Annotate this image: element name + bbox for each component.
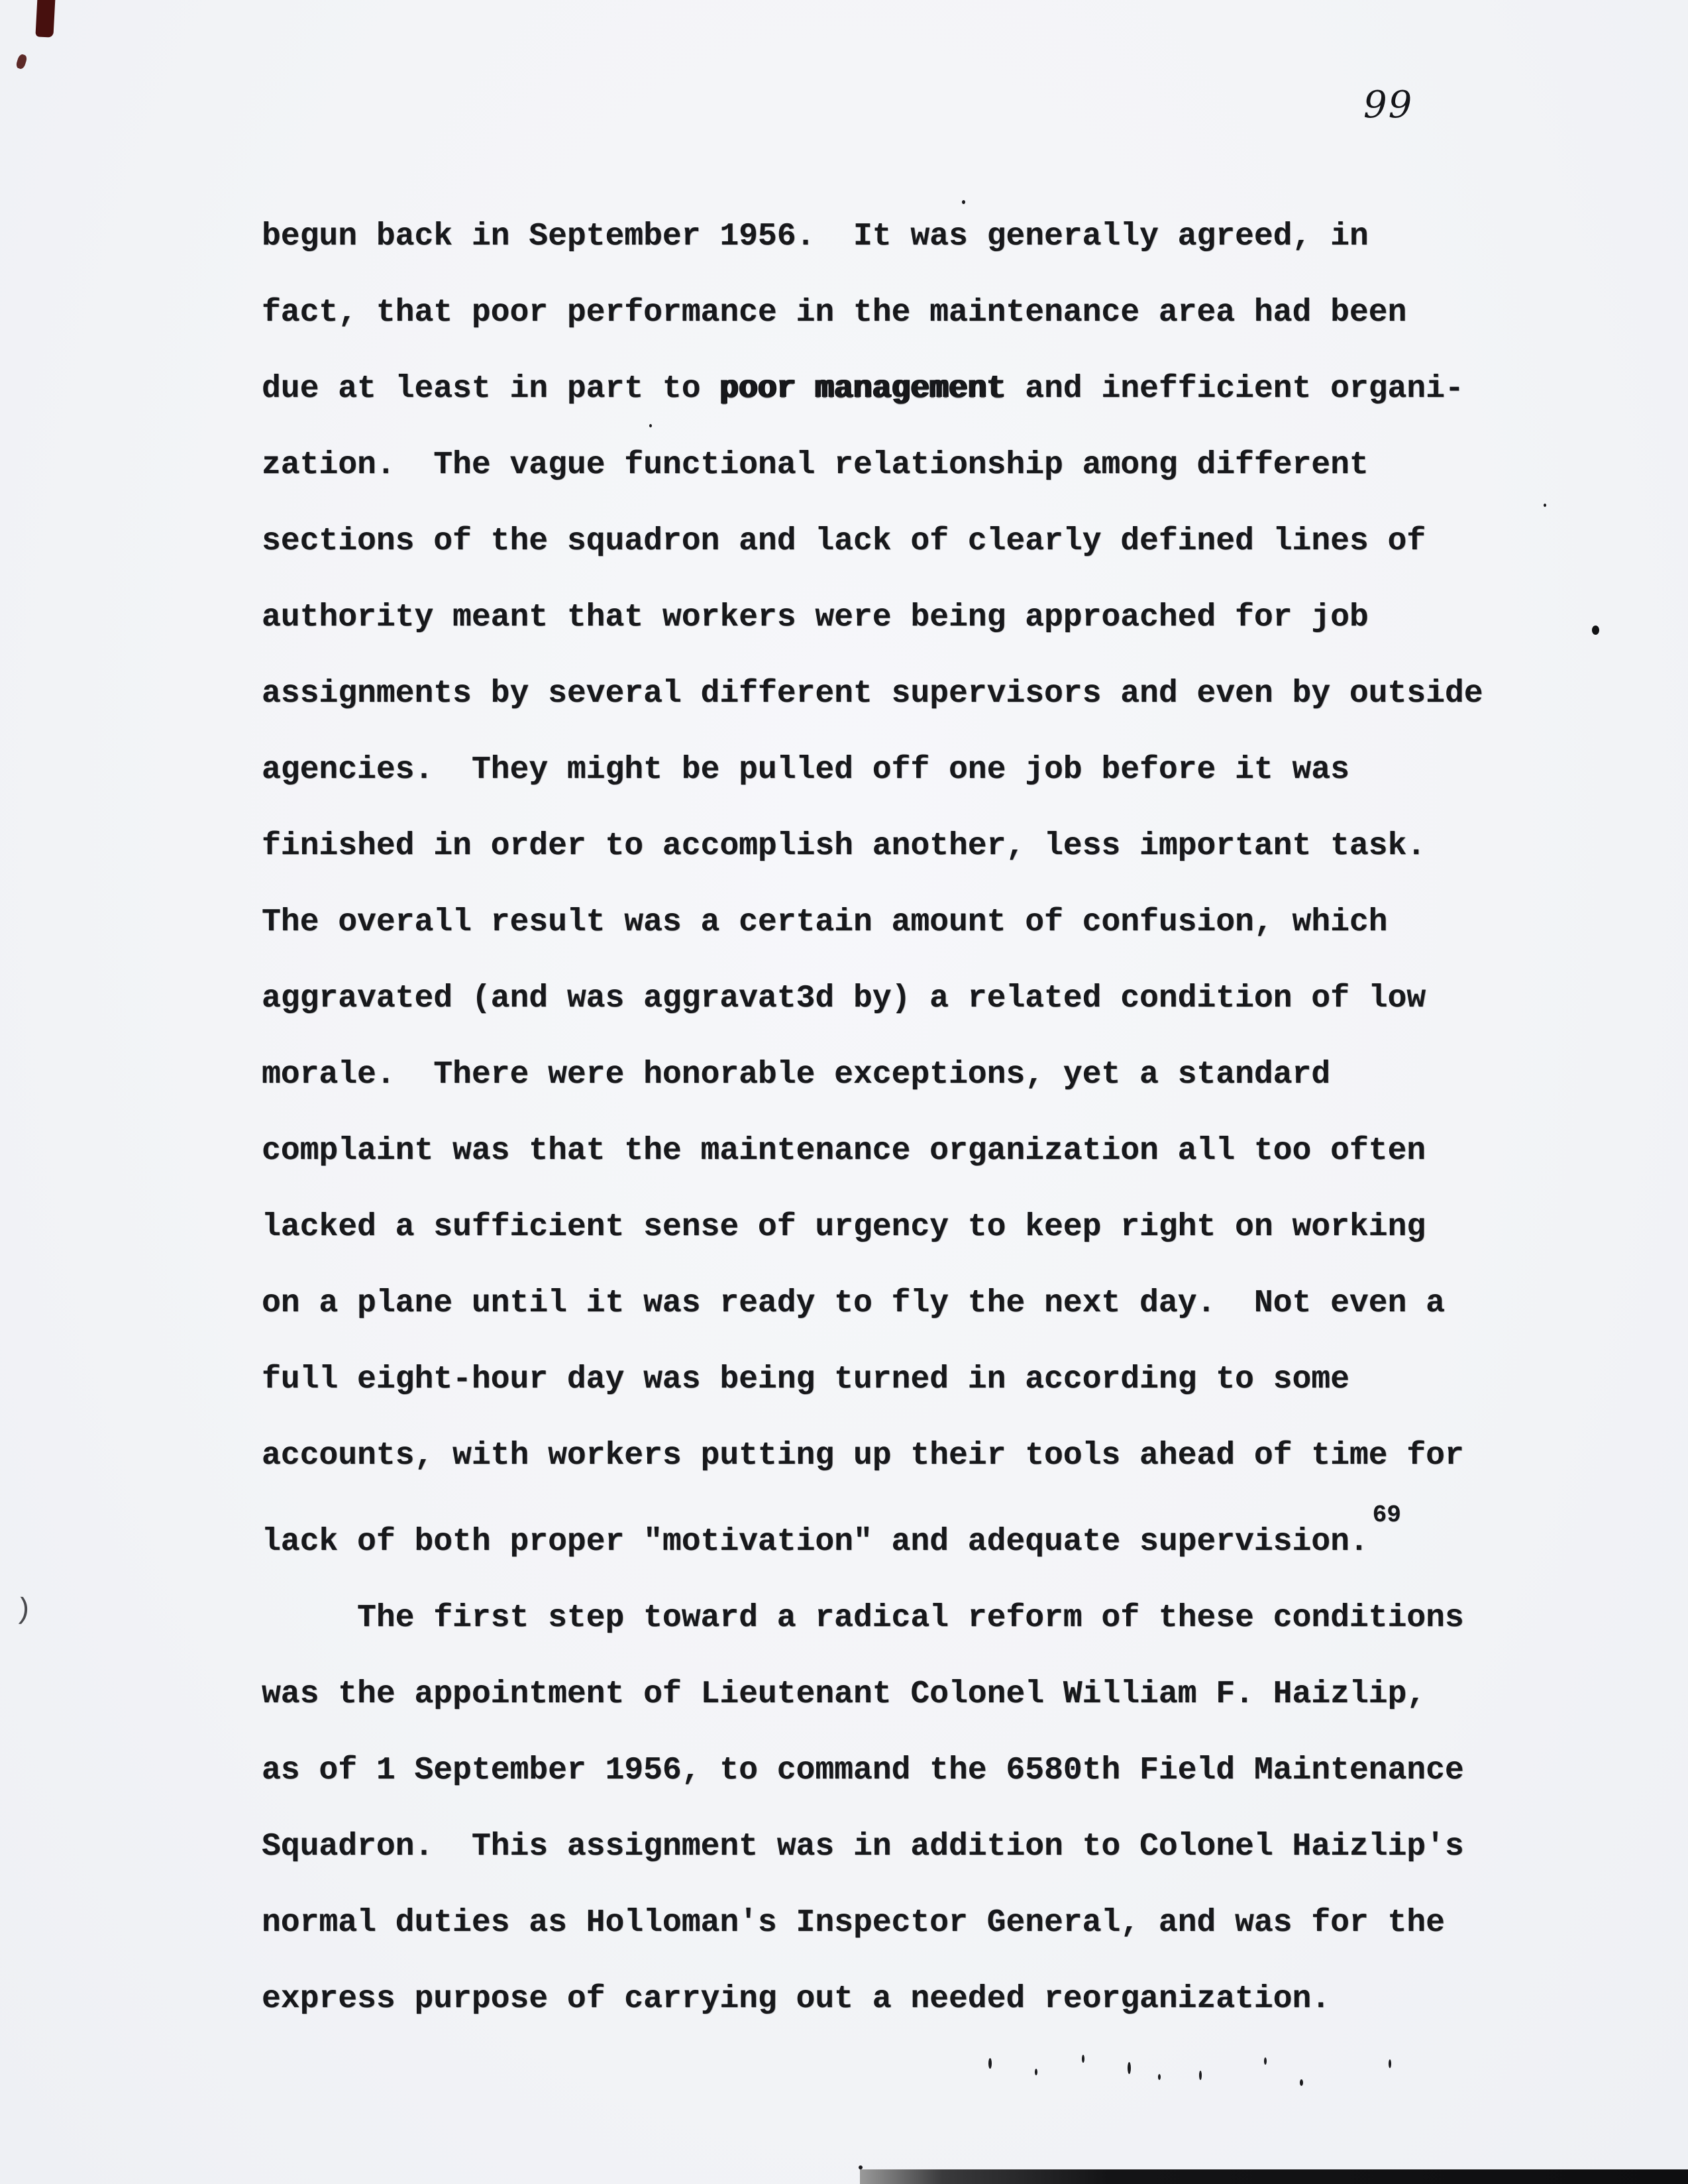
text-line: complaint was that the maintenance organization all too often	[262, 1133, 1426, 1169]
text-line: express purpose of carrying out a needed reorganization.	[262, 1981, 1331, 2017]
scan-speckle	[859, 2165, 863, 2169]
scan-speckle	[1035, 2069, 1037, 2075]
scan-artifact-bottom-band	[860, 2169, 1688, 2184]
scan-speckle	[1158, 2074, 1161, 2080]
text-line: zation. The vague functional relationship among different	[262, 447, 1369, 483]
scan-speckle	[1128, 2062, 1131, 2074]
text-line: sections of the squadron and lack of clearly defined lines of	[262, 523, 1426, 559]
text-line: begun back in September 1956. It was generally agreed, in	[262, 219, 1369, 254]
text-line: fact, that poor performance in the maintenance area had been	[262, 295, 1407, 331]
text-line: assignments by several different supervisors and even by outside	[262, 676, 1483, 712]
scan-artifact-red-mark-small	[15, 54, 28, 70]
footnote-ref: 69	[1372, 1502, 1401, 1529]
text-line: The overall result was a certain amount of confusion, which	[262, 904, 1388, 940]
overstruck-text: poor management	[719, 371, 1006, 407]
page-number: 99	[1363, 83, 1414, 127]
text-line: lacked a sufficient sense of urgency to keep right on working	[262, 1209, 1426, 1245]
text-line: due at least in part to poor management and inefficient organi-	[262, 371, 1464, 407]
text-line: lack of both proper "motivation" and adequate supervision.$^{69}$	[262, 1502, 1401, 1560]
margin-stray-mark: )	[13, 1594, 34, 1628]
text-line: full eight-hour day was being turned in according to some	[262, 1362, 1349, 1397]
body-text	[262, 199, 1534, 2038]
text-line: morale. There were honorable exceptions, yet a standard	[262, 1057, 1331, 1093]
scan-speckle	[1082, 2055, 1084, 2063]
scan-speckle	[649, 424, 652, 427]
text-line: aggravated (and was aggravat3d by) a related condition of low	[262, 981, 1426, 1016]
scan-speckle	[1389, 2059, 1391, 2068]
scan-speckle	[962, 200, 965, 204]
scan-speckle	[1300, 2079, 1303, 2086]
text-line: agencies. They might be pulled off one job before it was	[262, 752, 1349, 788]
text-line: normal duties as Holloman's Inspector General, and was for the	[262, 1905, 1445, 1941]
text-line: authority meant that workers were being approached for job	[262, 600, 1369, 635]
scan-speckle	[1264, 2057, 1267, 2065]
scan-artifact-red-mark-large	[35, 0, 55, 38]
scan-speckle	[1199, 2071, 1202, 2080]
text-line: The first step toward a radical reform of these conditions	[262, 1600, 1464, 1636]
scan-speckle	[988, 2058, 992, 2069]
text-line: was the appointment of Lieutenant Colonel William F. Haizlip,	[262, 1676, 1426, 1712]
text-line: accounts, with workers putting up their tools ahead of time for	[262, 1438, 1464, 1474]
text-line: on a plane until it was ready to fly the next day. Not even a	[262, 1285, 1445, 1321]
text-line: Squadron. This assignment was in addition to Colonel Haizlip's	[262, 1829, 1464, 1865]
text-line: finished in order to accomplish another, less important task.	[262, 828, 1426, 864]
scan-speckle	[1544, 504, 1546, 507]
scan-artifact-ink-dot	[1592, 626, 1599, 635]
text-line: as of 1 September 1956, to command the 6580th Field Maintenance	[262, 1753, 1464, 1788]
